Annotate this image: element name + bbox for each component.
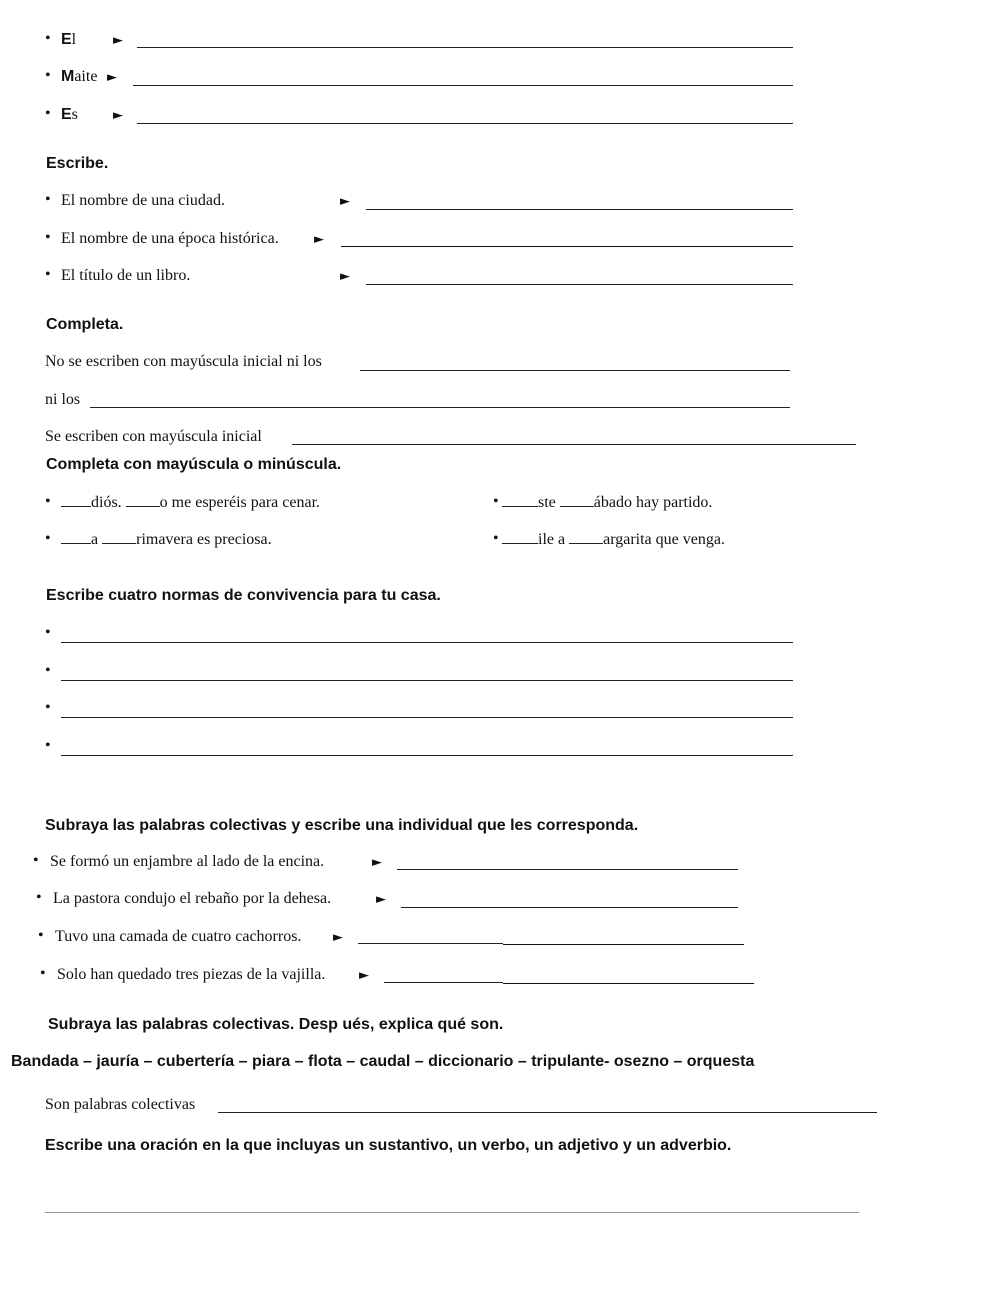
answer-line[interactable] <box>384 982 503 983</box>
arrow-icon: ► <box>340 269 350 284</box>
bullet: • <box>45 493 51 510</box>
arrow-icon: ► <box>113 33 123 48</box>
bullet: • <box>45 105 51 122</box>
blank[interactable] <box>569 542 603 544</box>
answer-line[interactable] <box>341 246 793 247</box>
item-word: El <box>61 31 77 48</box>
arrow-icon: ► <box>376 892 386 907</box>
answer-line[interactable] <box>218 1112 877 1113</box>
escribe-item-3: El título de un libro. <box>61 267 191 284</box>
bullet: • <box>45 624 51 641</box>
colectivas-item-3: Tuvo una camada de cuatro cachorros. <box>55 928 302 945</box>
bullet: • <box>45 229 51 246</box>
answer-line[interactable] <box>397 869 738 870</box>
section-title-normas: Escribe cuatro normas de convivencia para tu casa. <box>46 587 441 604</box>
section-title-colectivas: Subraya las palabras colectivas y escribe una individual que les corresponda. <box>45 817 639 834</box>
bullet: • <box>493 530 499 547</box>
blank[interactable] <box>126 505 160 507</box>
completa-line-1: No se escriben con mayúscula inicial ni los <box>45 353 322 370</box>
colectivas-item-1: Se formó un enjambre al lado de la encina. <box>50 853 325 870</box>
section-title-oracion: Escribe una oración en la que incluyas un sustantivo, un verbo, un adjetivo y un adverbio. <box>45 1137 732 1154</box>
bullet: • <box>45 30 51 47</box>
mayus-left-1: diós. o me esperéis para cenar. <box>61 494 320 512</box>
bullet: • <box>45 530 51 547</box>
bullet: • <box>45 191 51 208</box>
section-title-escribe: Escribe. <box>46 155 109 172</box>
mayus-right-1: ste ábado hay partido. <box>502 494 712 512</box>
section-title-mayus: Completa con mayúscula o minúscula. <box>46 456 342 473</box>
colectivas-answer-label: Son palabras colectivas <box>45 1096 196 1113</box>
blank[interactable] <box>560 505 594 507</box>
bullet: • <box>493 493 499 510</box>
mayus-right-2: ile a argarita que venga. <box>502 531 725 549</box>
answer-line[interactable] <box>292 444 856 445</box>
answer-line[interactable] <box>45 1212 859 1213</box>
escribe-item-2: El nombre de una época histórica. <box>61 230 279 247</box>
answer-line[interactable] <box>61 680 793 681</box>
bullet: • <box>45 266 51 283</box>
arrow-icon: ► <box>107 70 117 85</box>
answer-line[interactable] <box>503 983 754 984</box>
answer-line[interactable] <box>358 943 503 944</box>
colectivas-item-2: La pastora condujo el rebaño por la dehesa. <box>53 890 332 907</box>
blank[interactable] <box>61 542 91 544</box>
section-title-colectivas-2: Subraya las palabras colectivas. Desp ués, explica qué son. <box>48 1016 504 1033</box>
bullet: • <box>45 67 51 84</box>
answer-line[interactable] <box>360 370 790 371</box>
bullet: • <box>36 889 42 906</box>
item-word: Es <box>61 106 78 123</box>
arrow-icon: ► <box>333 930 343 945</box>
answer-line[interactable] <box>90 407 790 408</box>
blank[interactable] <box>102 542 136 544</box>
answer-line[interactable] <box>137 123 793 124</box>
answer-line[interactable] <box>366 209 793 210</box>
answer-line[interactable] <box>366 284 793 285</box>
bullet: • <box>45 737 51 754</box>
bullet: • <box>33 852 39 869</box>
bullet: • <box>45 699 51 716</box>
arrow-icon: ► <box>372 855 382 870</box>
completa-line-2: ni los <box>45 391 81 408</box>
bullet: • <box>45 662 51 679</box>
completa-line-3: Se escriben con mayúscula inicial <box>45 428 262 445</box>
arrow-icon: ► <box>314 232 324 247</box>
item-word: Maite <box>61 68 98 85</box>
section-title-completa: Completa. <box>46 316 124 333</box>
answer-line[interactable] <box>401 907 738 908</box>
answer-line[interactable] <box>137 47 793 48</box>
answer-line[interactable] <box>61 717 793 718</box>
arrow-icon: ► <box>359 968 369 983</box>
answer-line[interactable] <box>503 944 744 945</box>
mayus-left-2: a rimavera es preciosa. <box>61 531 272 549</box>
answer-line[interactable] <box>61 755 793 756</box>
arrow-icon: ► <box>113 108 123 123</box>
collective-words-list: Bandada – jauría – cubertería – piara – flota – caudal – diccionario – tripulante- osezno – orquesta <box>11 1053 755 1070</box>
bullet: • <box>40 965 46 982</box>
escribe-item-1: El nombre de una ciudad. <box>61 192 225 209</box>
answer-line[interactable] <box>61 642 793 643</box>
answer-line[interactable] <box>133 85 793 86</box>
blank[interactable] <box>502 505 538 507</box>
arrow-icon: ► <box>340 194 350 209</box>
colectivas-item-4: Solo han quedado tres piezas de la vajilla. <box>57 966 326 983</box>
blank[interactable] <box>502 542 538 544</box>
blank[interactable] <box>61 505 91 507</box>
bullet: • <box>38 927 44 944</box>
